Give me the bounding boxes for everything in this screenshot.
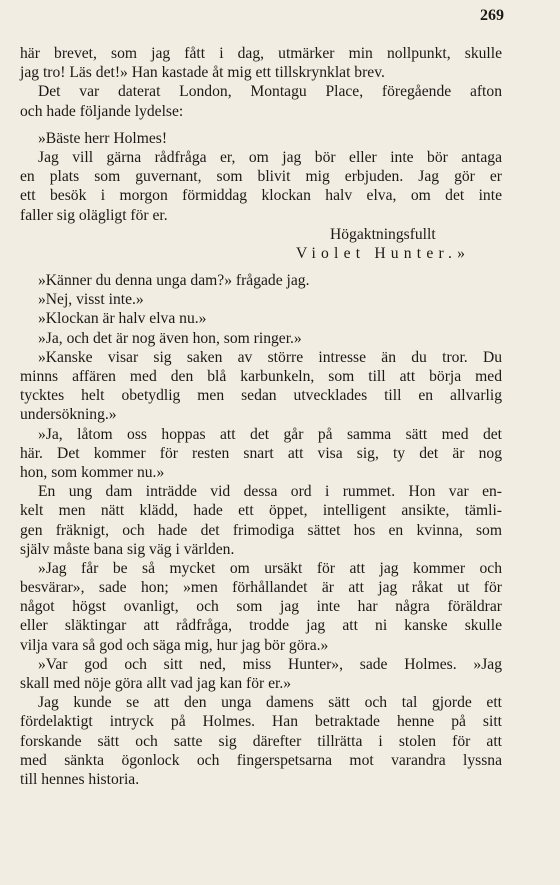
text-line: skall med nöje göra allt vad jag kan för er.» [20,675,292,692]
text-line: hon, som kommer nu.» [20,463,165,481]
text-line: tycktes helt obetydlig men sedan utvecklades till en allvarlig [20,387,502,405]
text-line: undersökning.» [20,406,117,424]
text-line: besvärar», sade hon; »men förhållandet är att jag råkat ut för [20,579,502,597]
text-line: »Klockan är halv elva nu.» [38,310,207,328]
text-line: »Känner du denna unga dam?» frågade jag. [38,272,310,290]
text-line: något högst ovanligt, och som jag inte har några föräldrar [20,598,502,616]
text-line: minns affären med den blå karbunkeln, som till att börja med [20,368,502,385]
letter-salutation: »Bäste herr Holmes! [38,129,168,147]
text-line: »Kanske visar sig saken av större intresse än du tror. Du [38,348,502,366]
letter-closing: Högaktningsfullt [330,225,436,243]
text-line: en plats som guvernant, som blivit mig erbjuden. Jag gör er [20,168,502,186]
text-line: med sänkta ögonlock och fingerspetsarna mot varandra lyssna [20,751,502,769]
text-line: »Var god och sitt ned, miss Hunter», sade Holmes. »Jag [38,655,502,673]
text-line: och hade följande lydelse: [20,102,184,120]
page-number: 269 [480,7,504,24]
text-line: här brevet, som jag fått i dag, utmärker min nollpunkt, skulle [20,45,502,62]
text-line: fördelaktigt intryck på Holmes. Han betraktade henne på sitt [20,713,502,731]
text-line: Jag vill gärna rådfråga er, om jag bör eller inte bör antaga [38,148,502,166]
text-line: forskande sätt och satte sig därefter tillrätta i stolen för att [20,732,502,750]
text-line: »Nej, visst inte.» [38,291,144,309]
text-line: »Ja, och det är nog även hon, som ringer.» [38,329,302,347]
text-line: faller sig olägligt för er. [20,206,168,224]
text-line: själv måste bana sig väg i världen. [20,540,235,558]
text-line: gen fräknigt, och hade det frimodiga sättet hos en kvinna, som [20,521,502,539]
body-text [20,44,502,789]
text-line: här. Det kommer för resten snart att visa sig, ty det är nog [20,444,502,462]
text-line: Jag kunde se att den unga damens sätt och tal gjorde ett [38,694,502,712]
text-line: till hennes historia. [20,770,140,788]
text-line: »Ja, låtom oss hoppas att det går på samma sätt med det [38,425,502,443]
text-line: kelt men nätt klädd, hade ett öppet, intelligent ansikte, tämli- [20,502,502,520]
letter-signature: Violet Hunter.» [296,244,471,262]
text-line: ett besök i morgon förmiddag klockan halv elva, om det inte [20,187,502,205]
text-line: En ung dam inträdde vid dessa ord i rummet. Hon var en- [38,483,502,501]
text-line: Det var daterat London, Montagu Place, föregående afton [38,83,502,101]
text-line: vilja vara så god och säga mig, hur jag bör göra.» [20,636,329,654]
text-line: eller släktingar att rådfråga, trodde jag att ni kanske skulle [20,617,502,635]
text-line: jag tro! Läs det!» Han kastade åt mig ett tillskrynklat brev. [20,64,385,82]
text-line: »Jag får be så mycket om ursäkt för att jag kommer och [38,559,502,577]
